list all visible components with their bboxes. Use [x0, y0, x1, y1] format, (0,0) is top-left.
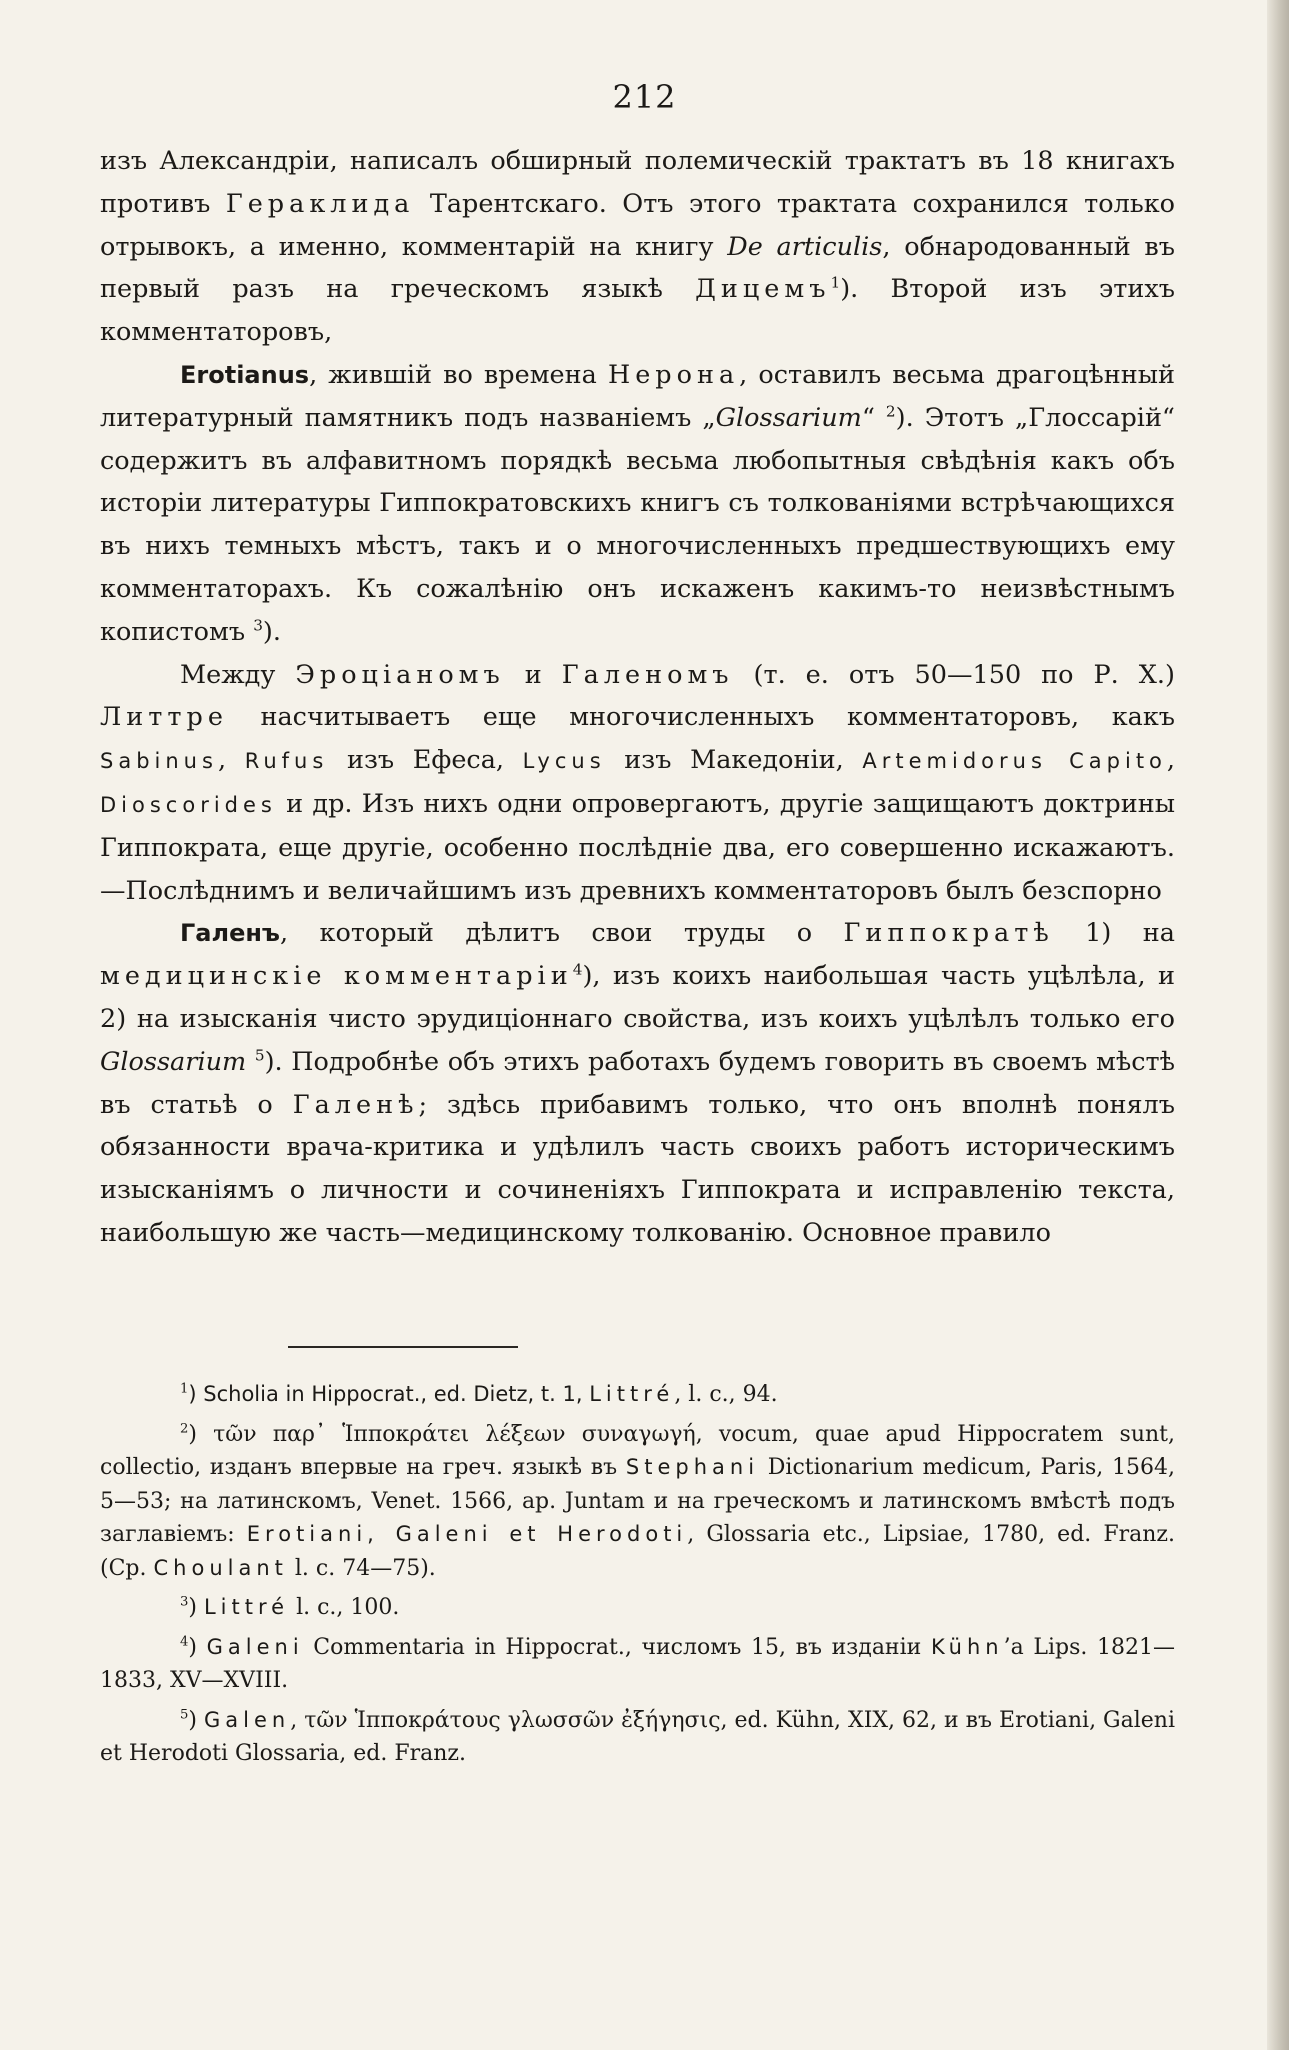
name-rufus: Rufus	[244, 749, 329, 774]
name-hippokrat: Гиппократѣ	[843, 918, 1054, 949]
paragraph-commentators: Между Эроціаномъ и Галеномъ (т. е. отъ 50—150 по Р. Х.) Литтре насчитываетъ еще многочисленныхъ комментаторовъ, какъ Sabinus, Rufus изъ Ефеса, Lycus изъ Македоніи, Artemidorus Capito, Dioscorides и др. Изъ нихъ одни опровергаютъ, другіе защищаютъ доктрины Гиппократа, еще другіе, особенно послѣдніе два, его совершенно искажаютъ.—Послѣднимъ и величайшимъ изъ древнихъ комментаторовъ былъ безспорно	[100, 659, 1176, 906]
name-erotian: Эроціаномъ	[295, 659, 505, 690]
heading-galen: Галенъ	[180, 919, 280, 948]
name-galene: Галенѣ	[292, 1089, 419, 1120]
name-dietz: Дицемъ	[695, 274, 831, 305]
page-edge-shadow	[1267, 0, 1289, 2050]
name-sabinus: Sabinus	[100, 749, 218, 774]
footnote-ref-5: 5	[254, 1046, 265, 1065]
name-lycus: Lycus	[522, 749, 606, 774]
title-glossarium: Glossarium	[715, 402, 862, 433]
name-littre: Литтре	[100, 702, 228, 733]
footnote-ref-4: 4	[572, 960, 583, 979]
name-artemidorus: Artemidorus Capito	[862, 749, 1167, 774]
footnote-4: $^4$) Galeni Commentaria in Hippocrat., числомъ 15, въ изданіи Kühn’а Lips. 1821—1833, XV—XVIII.	[100, 1634, 1175, 1693]
term-medical-commentaries: медицинскіе комментаріи	[100, 961, 573, 992]
name-nero: Нерона	[607, 359, 740, 390]
name-dioscorides: Dioscorides	[100, 792, 277, 817]
footnote-5: $^5$) Galen, τῶν Ἱπποκράτους γλωσσῶν ἐξήγησις, ed. Kühn, XIX, 62, и въ Erotiani, Galeni et Herodoti Glossaria, ed. Franz.	[100, 1707, 1176, 1766]
footnote-2: $^2$) τῶν παρ᾽ Ἱπποκράτει λέξεων συναγωγή, vocum, quae apud Hippocratem sunt, collectio, изданъ впервые на греч. языкѣ въ Stephani Dictionarium medicum, Paris, 1564, 5—53; на латинскомъ, Venet. 1566, ap. Juntam и на греческомъ и латинскомъ вмѣстѣ подъ заглавіемъ: Erotiani, Galeni et Herodoti, Glossaria etc., Lipsiae, 1780, ed. Franz. (Ср. Choulant l. c. 74—75).	[100, 1421, 1175, 1581]
name-heraklid: Гераклида	[225, 188, 415, 219]
footnote-ref-2: 2	[885, 402, 896, 421]
paragraph-1: изъ Александріи, написалъ обширный полемическій трактатъ въ 18 книгахъ противъ Гераклида Тарентскаго. Отъ этого трактата сохранился только отрывокъ, а именно, комментарій на книгу De articulis, обнародованный въ первый разъ на греческомъ языкѣ Дицемъ$^1$). Второй изъ этихъ комментаторовъ,	[100, 146, 1176, 348]
greek-title: τῶν Ἱπποκράτους γλωσσῶν ἐξήγησις	[304, 1707, 721, 1733]
footnote-1: $^1$) Scholia in Hippocrat., ed. Dietz, t. 1, Littré, l. c., 94.	[180, 1381, 778, 1407]
footnote-ref-3: 3	[253, 616, 263, 635]
page-number: 212	[612, 78, 677, 116]
name-galen: Галеномъ	[561, 659, 734, 690]
title-glossarium-galen: Glossarium	[100, 1046, 247, 1077]
footnote-ref-1: 1	[830, 273, 841, 292]
footnotes	[100, 1378, 1175, 1777]
footnote-3: $^3$) Littré l. c., 100.	[180, 1594, 400, 1620]
title-de-articulis: De articulis	[727, 231, 883, 262]
greek-title: τῶν παρ᾽ Ἱπποκράτει λέξεων συναγωγή	[213, 1421, 696, 1447]
body-text	[100, 140, 1175, 1255]
paragraph-erotianus: Erotianus, жившій во времена Нерона, оставилъ весьма драгоцѣнный литературный памятникъ подъ названіемъ „Glossarium“ $^2$). Этотъ „Глоссарій“ содержитъ въ алфавитномъ порядкѣ весьма любопытныя свѣдѣнія какъ объ исторіи литературы Гиппократовскихъ книгъ съ толкованіями встрѣчающихся въ нихъ темныхъ мѣстъ, такъ и о многочисленныхъ предшествующихъ ему комментаторахъ. Къ сожалѣнію онъ искаженъ какимъ-то неизвѣстнымъ копистомъ $^3$).	[100, 359, 1175, 647]
heading-erotianus: Erotianus	[180, 360, 310, 389]
footnote-divider	[288, 1346, 518, 1348]
paragraph-galen: Галенъ, который дѣлитъ свои труды о Гиппократѣ 1) на медицинскіе комментаріи$^4$), изъ коихъ наибольшая часть уцѣлѣла, и 2) на изысканія чисто эрудиціоннаго свойства, изъ коихъ уцѣлѣлъ только его Glossarium $^5$). Подробнѣе объ этихъ работахъ будемъ говорить въ своемъ мѣстѣ въ статьѣ о Галенѣ; здѣсь прибавимъ только, что онъ вполнѣ понялъ обязанности врача-критика и удѣлилъ часть своихъ работъ историческимъ изысканіямъ о личности и сочиненіяхъ Гиппократа и исправленію текста, наибольшую же часть—медицинскому толкованію. Основное правило	[100, 918, 1175, 1248]
